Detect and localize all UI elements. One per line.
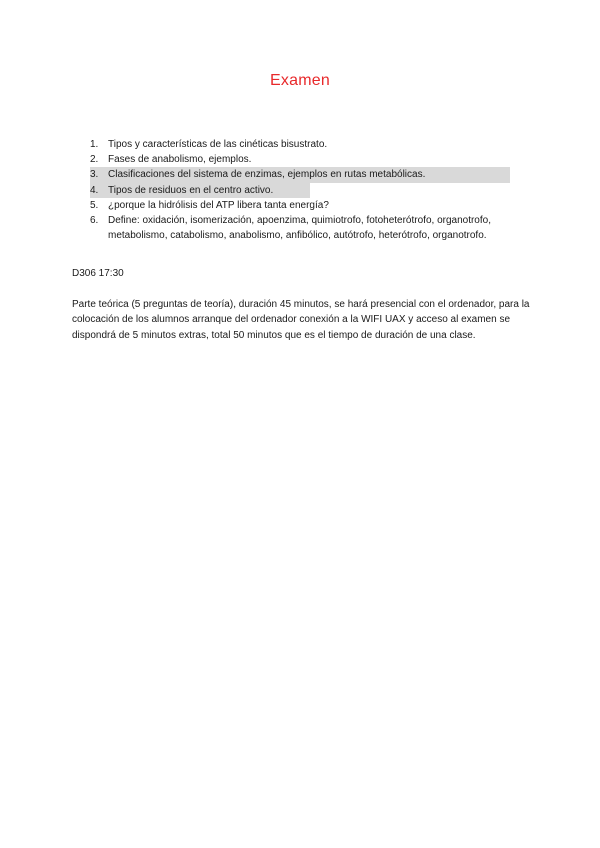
list-item	[90, 152, 510, 167]
list-item	[90, 198, 510, 213]
list-item-number: 2.	[90, 154, 99, 166]
list-item-number: 6.	[90, 215, 99, 227]
topic-list	[90, 137, 510, 243]
list-item-number: 5.	[90, 199, 99, 211]
exam-location-time: D306 17:30	[72, 268, 124, 279]
list-item-highlighted	[90, 183, 310, 198]
list-item-text: ¿porque la hidrólisis del ATP libera tanta energía?	[108, 199, 329, 211]
list-item	[90, 213, 510, 243]
list-item-text: Clasificaciones del sistema de enzimas, ejemplos en rutas metabólicas.	[108, 169, 426, 181]
list-item-highlighted	[90, 167, 510, 182]
list-item-text: Tipos y características de las cinéticas bisustrato.	[108, 139, 328, 150]
list-item-number: 3.	[90, 169, 99, 181]
page-title: Examen	[270, 72, 330, 89]
list-item-text: Fases de anabolismo, ejemplos.	[108, 154, 252, 166]
list-item-number: 1.	[90, 139, 99, 150]
exam-description: Parte teórica (5 preguntas de teoría), duración 45 minutos, se hará presencial con el ordenador, para la colocación de los alumnos arranque del ordenador conexión a la WIFI UAX y acceso al examen se dispondrá de 5 minutos extras, total 50 minutos que es el tiempo de duración de una clase.	[72, 299, 530, 341]
list-item-number: 4.	[90, 184, 99, 196]
list-item-text: Define: oxidación, isomerización, apoenzima, quimiotrofo, fotoheterótrofo, organotrofo, metabolismo, catabolismo, anabolismo, anfibólico, autótrofo, heterótrofo, organotrofo.	[108, 215, 491, 242]
list-item-text: Tipos de residuos en el centro activo.	[108, 184, 274, 196]
list-item	[90, 137, 510, 152]
